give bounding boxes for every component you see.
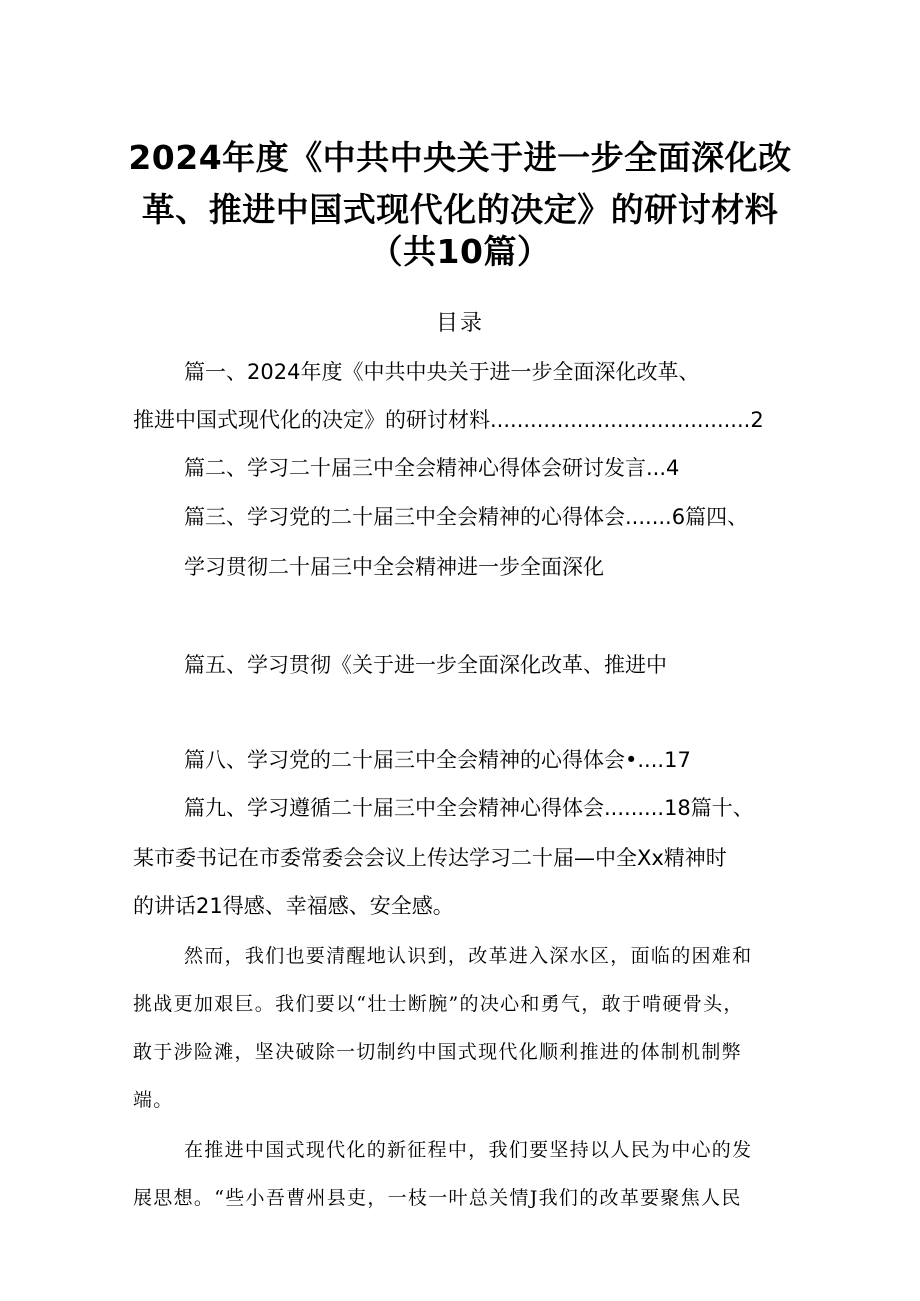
document-title-line-2: 革、推进中国式现代化的决定》的研讨材料 — [141, 190, 779, 229]
toc-entry: 的讲话21得感、幸福感、安全感。 — [133, 894, 454, 918]
toc-entry: 篇三、学习党的二十届三中全会精神的心得体会.......6篇四、 — [184, 505, 749, 529]
toc-entry: 某市委书记在市委常委会会议上传达学习二十届—中全Xx精神时 — [133, 846, 727, 870]
body-paragraph-line: 在推进中国式现代化的新征程中，我们要坚持以人民为中心的发 — [184, 1139, 753, 1161]
toc-entry: 篇五、学习贯彻《关于进一步全面深化改革、推进中 — [184, 653, 667, 677]
document-title-line-3: （共10篇） — [369, 232, 551, 271]
body-paragraph-line: 敢于涉险滩，坚决破除一切制约中国式现代化顺利推进的体制机制弊 — [133, 1041, 743, 1063]
body-paragraph-line: 端。 — [133, 1089, 174, 1111]
body-paragraph-line: 挑战更加艰巨。我们要以“壮士断腕”的决心和勇气，敢于啃硬骨头， — [133, 993, 744, 1015]
document-title-line-1: 2024年度《中共中央关于进一步全面深化改 — [128, 138, 792, 177]
toc-entry: 学习贯彻二十届三中全会精神进一步全面深化 — [184, 555, 604, 579]
toc-entry: 篇八、学习党的二十届三中全会精神的心得体会•....17 — [184, 748, 691, 772]
toc-entry: 篇二、学习二十届三中全会精神心得体会研讨发言...4 — [184, 456, 680, 480]
body-paragraph-line: 展思想。“些小吾曹州县吏，一枝一叶总关情J我们的改革要聚焦人民 — [133, 1187, 742, 1209]
body-paragraph-line: 然而，我们也要清醒地认识到，改革进入深水区，面临的困难和 — [184, 945, 753, 967]
toc-entry: 篇一、2024年度《中共中央关于进一步全面深化改革、 — [184, 360, 700, 384]
toc-entry: 推进中国式现代化的决定》的研讨材料.......................................2 — [133, 408, 764, 432]
toc-heading: 目录 — [435, 311, 484, 336]
toc-entry: 篇九、学习遵循二十届三中全会精神心得体会.........18篇十、 — [184, 796, 754, 820]
